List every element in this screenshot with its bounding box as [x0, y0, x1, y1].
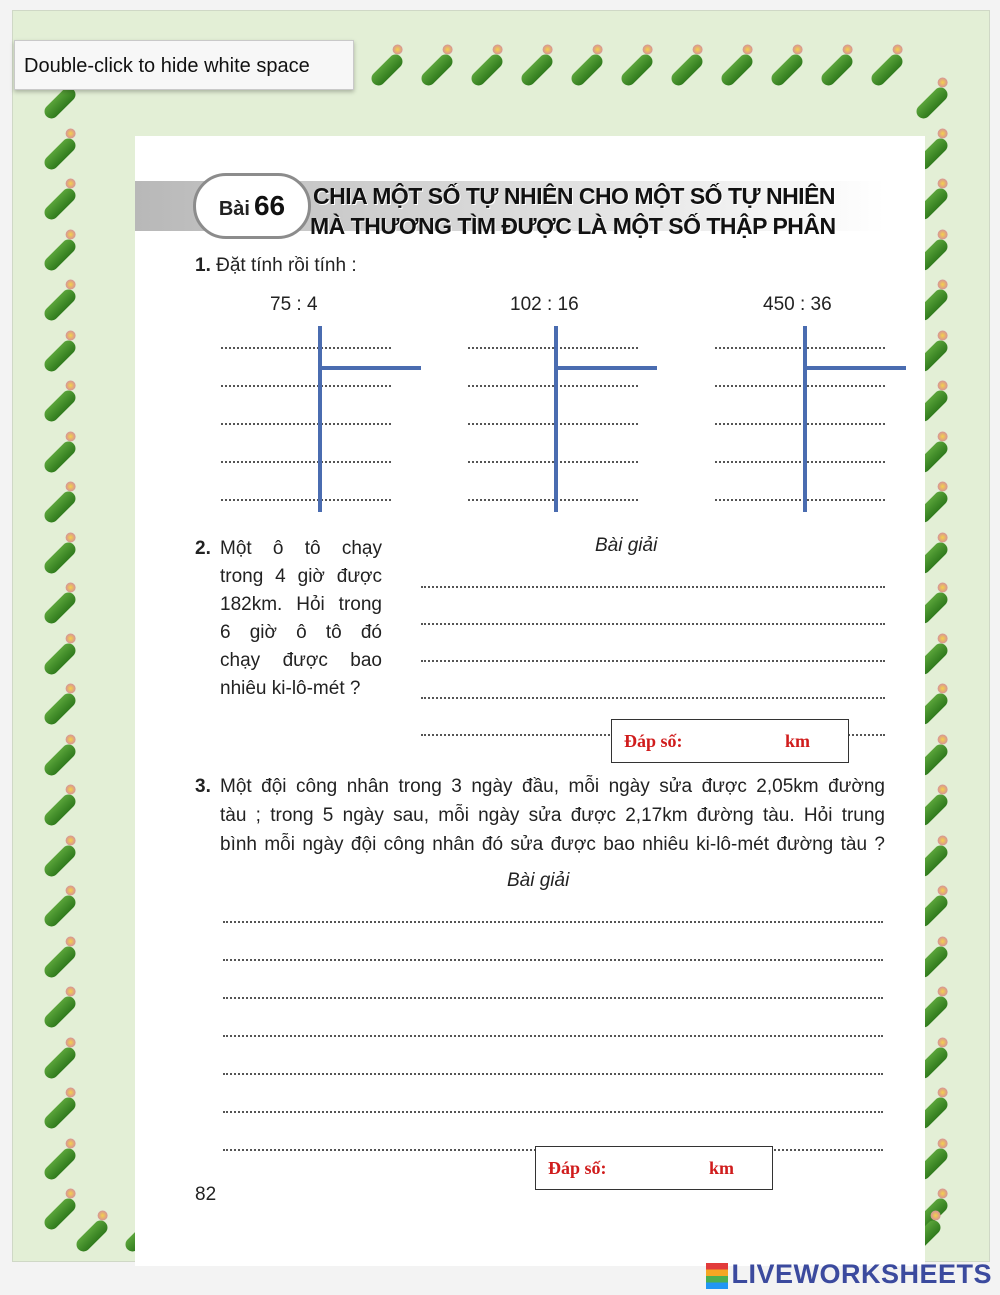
pencil-border-icon: [42, 1044, 79, 1081]
pencil-border-icon: [42, 640, 79, 677]
pencil-border-icon: [569, 52, 606, 89]
pencil-border-icon: [42, 337, 79, 374]
worksheet-frame: [12, 10, 990, 1262]
pencil-border-icon: [42, 741, 79, 778]
pencil-border-icon: [42, 943, 79, 980]
division-work-line[interactable]: [468, 347, 638, 349]
lesson-word: Bài: [218, 198, 250, 220]
ex2-answer-input[interactable]: [712, 726, 796, 758]
pencil-border-icon: [42, 1095, 79, 1132]
pencil-border-icon: [419, 52, 456, 89]
answer-line[interactable]: [223, 921, 883, 923]
logo-icon: [706, 1263, 728, 1289]
ex3-answer-label: Đáp số:: [548, 1158, 607, 1178]
ex3-line: Một đội công nhân trong 3 ngày đầu, mỗi ngày sửa được 2,05km đường: [220, 776, 885, 797]
answer-line[interactable]: [421, 697, 885, 699]
division-work-line[interactable]: [468, 499, 638, 501]
division-work-line[interactable]: [715, 423, 885, 425]
title-line-1: CHIA MỘT SỐ TỰ NHIÊN CHO MỘT SỐ TỰ NHIÊN: [313, 183, 836, 209]
ex3-answer-box: [535, 1146, 773, 1190]
division-horizontal-bar: [803, 366, 906, 370]
answer-line[interactable]: [223, 1111, 883, 1113]
answer-line[interactable]: [223, 997, 883, 999]
division-horizontal-bar: [318, 366, 421, 370]
answer-line[interactable]: [421, 660, 885, 662]
answer-line[interactable]: [223, 1073, 883, 1075]
pencil-border-icon: [42, 236, 79, 273]
ex3-problem: [195, 772, 885, 859]
answer-line[interactable]: [223, 959, 883, 961]
pencil-border-icon: [819, 52, 856, 89]
pencil-border-icon: [42, 135, 79, 172]
ex1-problem-2: 102 : 16: [510, 294, 579, 315]
ex3-line: tàu ; trong 5 ngày sau, mỗi ngày sửa được 2,17km đường tàu. Hỏi trung: [220, 805, 885, 826]
pencil-border-icon: [719, 52, 756, 89]
ex2-line: nhiêu ki-lô-mét ?: [220, 678, 361, 699]
ex2-answer-box: [611, 719, 849, 763]
ex2-line: trong 4 giờ được: [220, 566, 382, 587]
division-vertical-bar: [803, 326, 807, 512]
title-line-2: MÀ THƯƠNG TÌM ĐƯỢC LÀ MỘT SỐ THẬP PHÂN: [310, 213, 836, 239]
ex1-number: 1.: [195, 255, 211, 276]
division-work-line[interactable]: [715, 499, 885, 501]
pencil-border-icon: [42, 792, 79, 829]
ex2-line: 6 giờ ô tô đó: [220, 622, 382, 643]
pencil-border-icon: [469, 52, 506, 89]
ex3-answer-unit: km: [708, 1158, 734, 1178]
ex3-answer-input[interactable]: [636, 1153, 720, 1185]
division-vertical-bar: [554, 326, 558, 512]
pencil-border-icon: [42, 590, 79, 627]
lesson-number: 66: [253, 190, 286, 221]
ex1-problem-1: 75 : 4: [270, 294, 318, 315]
pencil-border-icon: [42, 842, 79, 879]
answer-line[interactable]: [223, 1035, 883, 1037]
pencil-border-icon: [42, 287, 79, 324]
worksheet-page: [135, 136, 925, 1266]
division-work-line[interactable]: [468, 461, 638, 463]
division-work-line[interactable]: [221, 347, 391, 349]
ex1-instruction: Đặt tính rồi tính :: [216, 255, 357, 276]
pencil-border-icon: [42, 539, 79, 576]
pencil-border-icon: [769, 52, 806, 89]
answer-line[interactable]: [421, 623, 885, 625]
pencil-border-icon: [42, 1196, 79, 1233]
pencil-border-icon: [42, 691, 79, 728]
division-work-line[interactable]: [715, 385, 885, 387]
ex2-line: chạy được bao: [220, 650, 382, 671]
pencil-border-icon: [42, 1145, 79, 1182]
pencil-border-icon: [42, 388, 79, 425]
answer-line[interactable]: [421, 586, 885, 588]
lesson-badge: [193, 173, 311, 239]
ex1-problem-3: 450 : 36: [763, 294, 832, 315]
pencil-border-icon: [869, 52, 906, 89]
hide-whitespace-tooltip[interactable]: Double-click to hide white space: [14, 40, 354, 90]
ex3-solution-label: Bài giải: [507, 870, 570, 891]
pencil-border-icon: [42, 438, 79, 475]
division-work-line[interactable]: [715, 347, 885, 349]
ex2-problem: [195, 535, 382, 703]
division-work-line[interactable]: [221, 385, 391, 387]
division-work-line[interactable]: [715, 461, 885, 463]
ex3-line: bình mỗi ngày đội công nhân đó sửa được bao nhiêu ki-lô-mét đường tàu ?: [220, 834, 885, 855]
division-work-line[interactable]: [468, 423, 638, 425]
page-number: 82: [195, 1184, 217, 1205]
division-horizontal-bar: [554, 366, 657, 370]
pencil-border-icon: [619, 52, 656, 89]
page-title: [310, 181, 888, 241]
ex2-solution-label: Bài giải: [595, 535, 658, 556]
ex1-heading: [195, 255, 357, 277]
ex2-answer-label: Đáp số:: [624, 731, 683, 751]
pencil-border-icon: [42, 489, 79, 526]
pencil-border-icon: [42, 994, 79, 1031]
liveworksheets-logo: [706, 1259, 992, 1289]
ex3-number: 3.: [195, 776, 211, 797]
ex2-number: 2.: [195, 538, 211, 559]
ex2-line: 182km. Hỏi trong: [220, 594, 382, 615]
pencil-border-icon: [669, 52, 706, 89]
division-work-line[interactable]: [468, 385, 638, 387]
pencil-border-icon: [914, 85, 951, 122]
division-work-line[interactable]: [221, 423, 391, 425]
logo-text: LIVEWORKSHEETS: [731, 1259, 992, 1289]
division-work-line[interactable]: [221, 461, 391, 463]
ex2-answer-unit: km: [784, 731, 810, 751]
ex2-line: Một ô tô chạy: [220, 538, 382, 559]
division-vertical-bar: [318, 326, 322, 512]
pencil-border-icon: [369, 52, 406, 89]
pencil-border-icon: [42, 893, 79, 930]
pencil-border-icon: [42, 186, 79, 223]
pencil-border-icon: [519, 52, 556, 89]
pencil-border-icon: [74, 1218, 111, 1255]
division-work-line[interactable]: [221, 499, 391, 501]
